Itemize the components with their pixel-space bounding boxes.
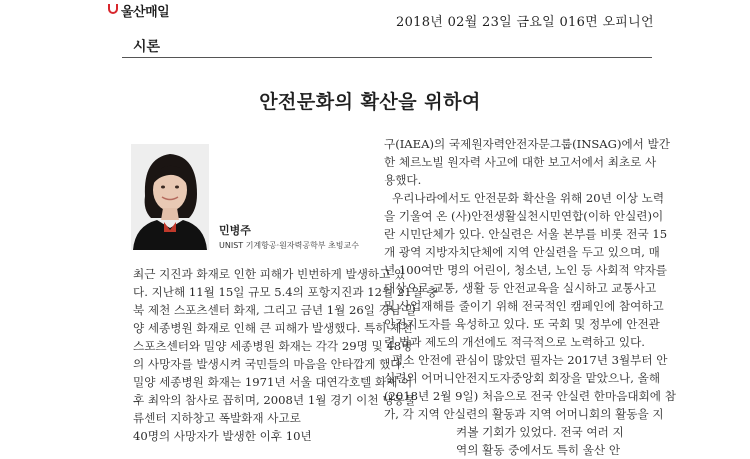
section-divider [122,57,652,58]
body-line: 실련의 어머니안전지도자중앙회 회장을 맡았으나, 올해 [384,371,661,385]
body-line: 다. 지난해 11월 15일 규모 5.4의 포항지진과 12월 21일 충 [133,285,438,299]
body-line: 란 시민단체가 있다. 안실련은 서울 본부를 비롯 전국 15 [384,227,668,241]
article-column-left [133,265,438,445]
logo-text: 울산매일 [121,4,170,20]
body-line: 년 100여만 명의 어린이, 청소년, 노인 등 사회적 약자를 [384,263,667,277]
author-name: 민병주 [219,224,251,237]
body-line: 후 최악의 참사로 꼽히며, 2008년 1월 경기 이천 냉동물 [133,393,416,407]
author-portrait-icon [131,144,209,250]
body-line: 40명의 사망자가 발생한 이후 10년 [133,429,312,443]
body-line: 밀양 세종병원 화재는 1971년 서울 대연각호텔 화재 이 [133,375,413,389]
body-line: 류센터 지하창고 폭발화재 사고로 [133,411,301,425]
body-line: 최근 지진과 화재로 인한 피해가 빈번하게 발생하고 있 [133,267,406,281]
body-line: 북 제천 스포츠센터 화재, 그리고 금년 1월 26일 경남 밀 [133,303,416,317]
body-line: 구(IAEA)의 국제원자력안전자문그룹(INSAG)에서 발간 [384,137,670,151]
body-line: (2018년 2월 9일) 처음으로 전국 안실련 한마음대회에 참 [384,389,676,403]
body-line: 우리나라에서도 안전문화 확산을 위해 20년 이상 노력 [392,191,665,205]
body-line: 용했다. [384,173,422,187]
body-line: 양 세종병원 화재로 인해 큰 피해가 발생했다. 특히 제천 [133,321,413,335]
body-line: 대상으로 교통, 생활 등 안전교육을 실시하고 교통사고 [384,281,657,295]
author-photo [131,144,209,250]
body-line: 역의 활동 중에서도 특히 울산 안 [456,443,621,457]
newspaper-logo [108,1,169,19]
body-line: 을 기울여 온 (사)안전생활실천시민연합(이하 안실련)이 [384,209,664,223]
body-line: 평소 안전에 관심이 많았던 필자는 2017년 3월부터 안 [392,353,668,367]
body-line: 개 광역 지방자치단체에 지역 안실련을 두고 있으며, 매 [384,245,660,259]
body-line: 안전지도자를 육성하고 있다. 또 국회 및 정부에 안전관 [384,317,660,331]
body-line: 련 법과 제도의 개선에도 적극적으로 노력하고 있다. [384,335,645,349]
article-headline: 안전문화의 확산을 위하여 [259,91,481,113]
body-line: 의 사망자를 발생시켜 국민들의 마음을 안타깝게 했다. [133,357,406,371]
body-line: 한 체르노빌 원자력 사고에 대한 보고서에서 최초로 사 [384,155,657,169]
author-title: UNIST 기계항공·원자력공학부 초빙교수 [219,241,359,250]
logo-u-icon [108,4,118,16]
body-line: 켜볼 기회가 있었다. 전국 여러 지 [456,425,624,439]
dateline: 2018년 02월 23일 금요일 016면 오피니언 [396,15,654,30]
body-line: 및 산업재해를 줄이기 위해 전국적인 캠페인에 참여하고 [384,299,664,313]
body-line: 가, 각 지역 안실련의 활동과 지역 어머니회의 활동을 지 [384,407,664,421]
body-line: 스포츠센터와 밀양 세종병원 화재는 각각 29명 및 48명 [133,339,413,353]
section-label: 시론 [133,39,161,55]
article-column-right [384,135,676,459]
